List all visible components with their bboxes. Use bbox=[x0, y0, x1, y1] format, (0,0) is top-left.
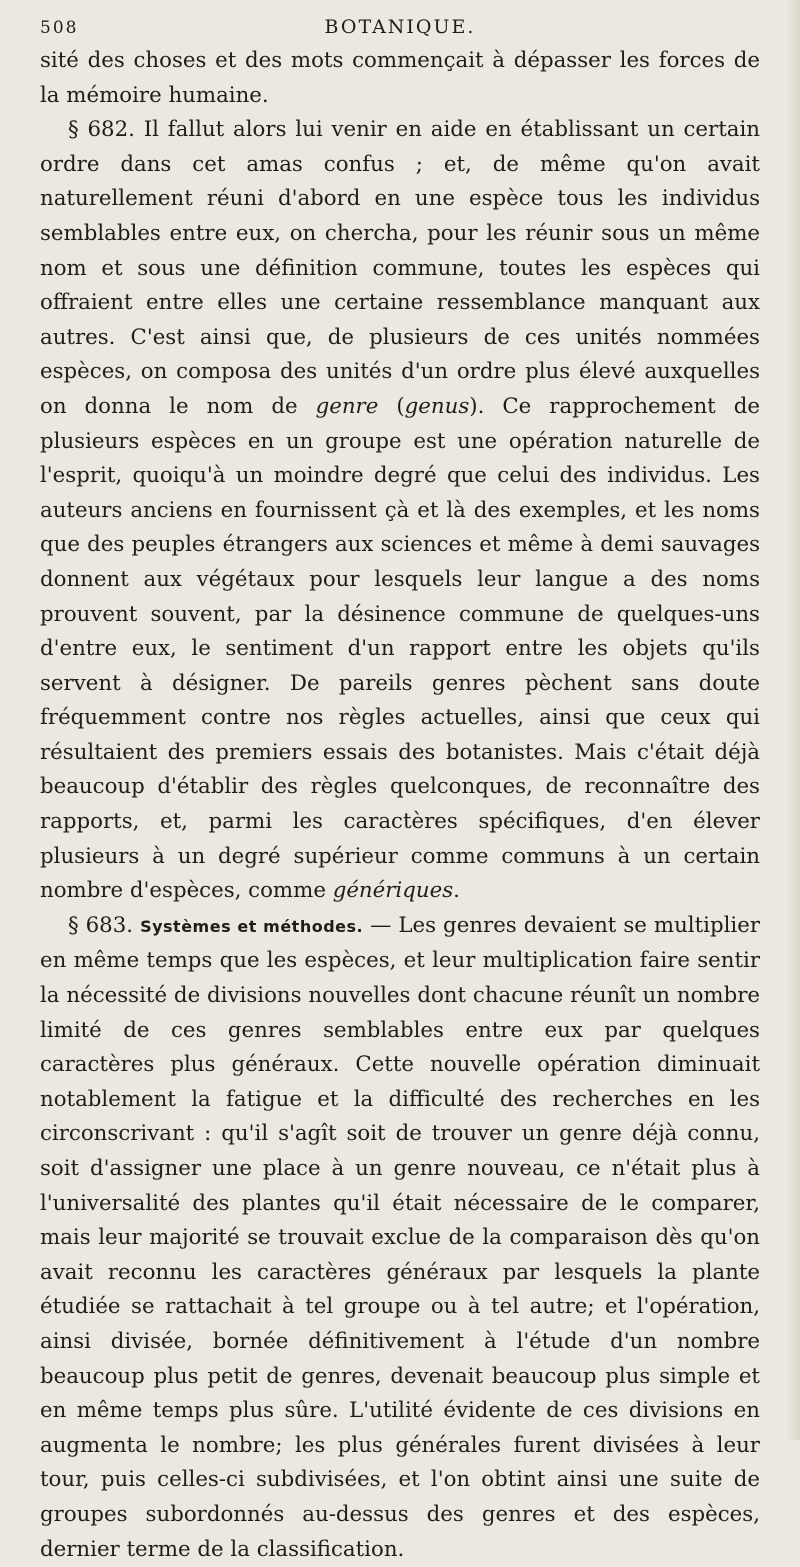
page-edge-shadow bbox=[786, 0, 800, 1440]
section-number: § 682. bbox=[68, 117, 135, 143]
page-number: 508 bbox=[40, 18, 79, 38]
paragraph-682: § 682. Il fallut alors lui venir en aide en établissant un certain ordre dans cet amas confus ; et, de même qu'on avait naturellement réuni d'abord en une espèce tous les individus semblables entre eux, on chercha, pour les réunir sous un même nom et sous une définition commune, toutes les espèces qui offraient entre elles une certaine ressemblance manquant aux autres. C'est ainsi que, de plusieurs de ces unités nommées espèces, on composa des unités d'un ordre plus élevé auxquelles on donna le nom de genre (genus). Ce rapprochement de plusieurs espèces en un groupe est une opération naturelle de l'esprit, quoiqu'à un moindre degré que celui des individus. Les auteurs anciens en fournissent çà et là des exemples, et les noms que des peuples étrangers aux sciences et même à demi sauvages donnent aux végétaux pour lesquels leur langue a des noms prouvent souvent, par la désinence commune de quelques-uns d'entre eux, le sentiment d'un rapport entre les objets qu'ils servent à désigner. De pareils genres pèchent sans doute fréquemment contre nos règles actuelles, ainsi que ceux qui résultaient des premiers essais des botanistes. Mais c'était déjà beaucoup d'établir des règles quelconques, de reconnaître des rapports, et, parmi les caractères spécifiques, d'en élever plusieurs à un degré supérieur comme communs à un certain nombre d'espèces, comme génériques. bbox=[40, 117, 760, 904]
section-number: § 683. bbox=[68, 912, 134, 938]
paragraph-continuation: sité des choses et des mots commençait à dépasser les forces de la mémoire humaine. bbox=[40, 48, 760, 108]
term-genus: genus bbox=[404, 393, 470, 419]
section-title: Systèmes et méthodes. bbox=[140, 916, 364, 936]
paragraph-683: § 683. Systèmes et méthodes. — Les genres devaient se multiplier en même temps que les espèces, et leur multiplication faire sentir la nécessité de divisions nouvelles dont chacune réunît un nombre limité de ces genres semblables entre eux par quelques caractères plus généraux. Cette nouvelle opération diminuait notablement la fatigue et la difficulté des recherches en les circonscrivant : qu'il s'agît soit de trouver un genre déjà connu, soit d'assigner une place à un genre nouveau, ce n'était plus à l'universalité des plantes qu'il était nécessaire de le comparer, mais leur majorité se trouvait exclue de la comparaison dès qu'on avait reconnu les caractères généraux par lesquels la plante étudiée se rattachait à tel groupe ou à tel autre; et l'opération, ainsi divisée, bornée définitivement à l'étude d'un nombre beaucoup plus petit de genres, devenait beaucoup plus simple et en même temps plus sûre. L'utilité évidente de ces divisions en augmenta le nombre; les plus générales furent divisées à leur tour, puis celles-ci subdivisées, et l'on obtint ainsi une suite de groupes subordonnés au-dessus des genres et des espèces, dernier terme de la classification. bbox=[40, 912, 761, 1562]
running-head bbox=[40, 12, 760, 44]
body-text bbox=[40, 44, 760, 1567]
term-genre: genre bbox=[315, 393, 379, 419]
term-generiques: génériques bbox=[332, 878, 454, 904]
running-title: BOTANIQUE. bbox=[324, 16, 476, 38]
